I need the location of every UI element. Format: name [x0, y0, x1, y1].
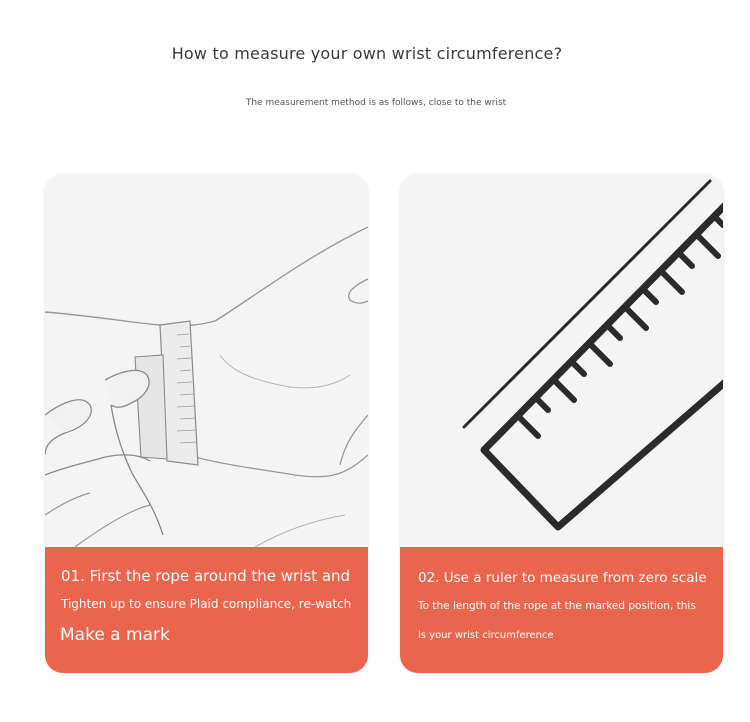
page-title: How to measure your own wrist circumference?: [171, 44, 563, 63]
step-card-1: [45, 175, 368, 673]
wrist-tape-illustration: [45, 175, 368, 547]
step-2-line-2: To the length of the rope at the marked position, this: [418, 600, 696, 612]
step-2-heading: 02. Use a ruler to measure from zero scale: [418, 570, 707, 586]
ruler-illustration: [400, 175, 723, 547]
step-2-line-3: is your wrist circumference: [418, 630, 554, 641]
step-1-line-2: Tighten up to ensure Plaid compliance, re-watch: [61, 597, 352, 611]
step-card-2: [400, 175, 723, 673]
step-2-text-panel: [400, 547, 723, 673]
step-1-text-panel: [45, 547, 368, 673]
step-1-line-3: Make a mark: [60, 625, 170, 645]
step-1-heading: 01. First the rope around the wrist and: [61, 567, 351, 585]
page-subtitle: The measurement method is as follows, close to the wrist: [245, 98, 507, 108]
